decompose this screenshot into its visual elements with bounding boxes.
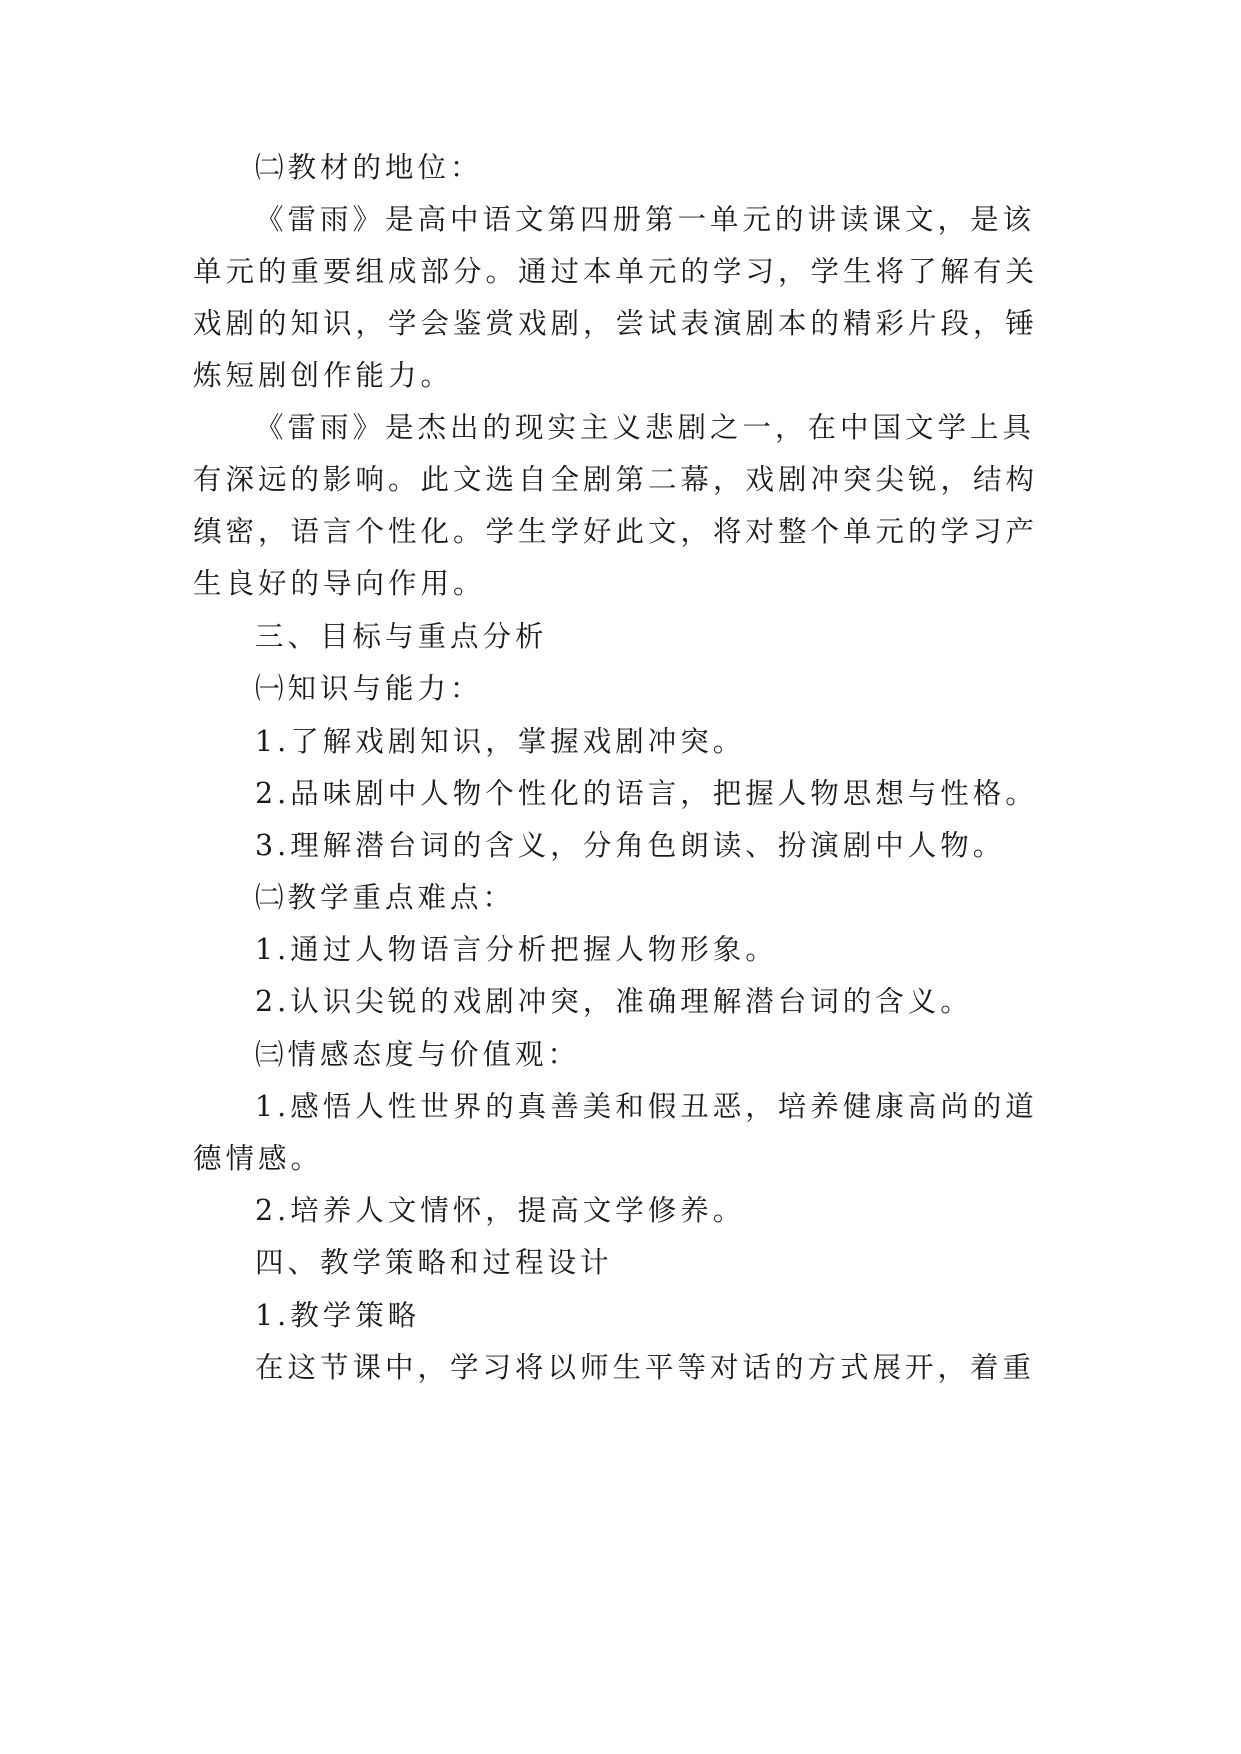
list-item-continuation: 德情感。 — [193, 1142, 324, 1175]
paragraph-line: 单元的重要组成部分。通过本单元的学习，学生将了解有关 — [193, 255, 1039, 288]
list-item: 2.品味剧中人物个性化的语言，把握人物思想与性格。 — [255, 777, 1038, 810]
list-item: 3.理解潜台词的含义，分角色朗读、扮演剧中人物。 — [255, 829, 1006, 862]
paragraph-line: 缜密，语言个性化。学生学好此文，将对整个单元的学习产 — [193, 515, 1039, 548]
subsection-heading: 1.教学策略 — [255, 1299, 421, 1332]
section-heading: 三、目标与重点分析 — [255, 620, 548, 653]
section-heading: ㈠知识与能力： — [255, 672, 483, 705]
list-item: 1.了解戏剧知识，掌握戏剧冲突。 — [255, 725, 746, 758]
paragraph-line: 戏剧的知识，学会鉴赏戏剧，尝试表演剧本的精彩片段，锤 — [193, 307, 1039, 340]
list-item: 2.认识尖锐的戏剧冲突，准确理解潜台词的含义。 — [255, 985, 973, 1018]
paragraph-line: 《雷雨》是杰出的现实主义悲剧之一，在中国文学上具 — [255, 411, 1036, 444]
paragraph-line: 《雷雨》是高中语文第四册第一单元的讲读课文，是该 — [255, 203, 1036, 236]
section-heading: 四、教学策略和过程设计 — [255, 1246, 613, 1279]
section-heading: ㈡教学重点难点： — [255, 881, 516, 914]
paragraph-line: 有深远的影响。此文选自全剧第二幕，戏剧冲突尖锐，结构 — [193, 463, 1039, 496]
paragraph-line: 在这节课中，学习将以师生平等对话的方式展开，着重 — [255, 1351, 1036, 1384]
list-item: 2.培养人文情怀，提高文学修养。 — [255, 1194, 746, 1227]
list-item: 1.通过人物语言分析把握人物形象。 — [255, 933, 778, 966]
section-heading: ㈡教材的地位： — [255, 151, 483, 184]
paragraph-line: 炼短剧创作能力。 — [193, 359, 454, 392]
paragraph-line: 生良好的导向作用。 — [193, 567, 486, 600]
list-item: 1.感悟人性世界的真善美和假丑恶，培养健康高尚的道 — [255, 1090, 1038, 1123]
section-heading: ㈢情感态度与价值观： — [255, 1038, 581, 1071]
